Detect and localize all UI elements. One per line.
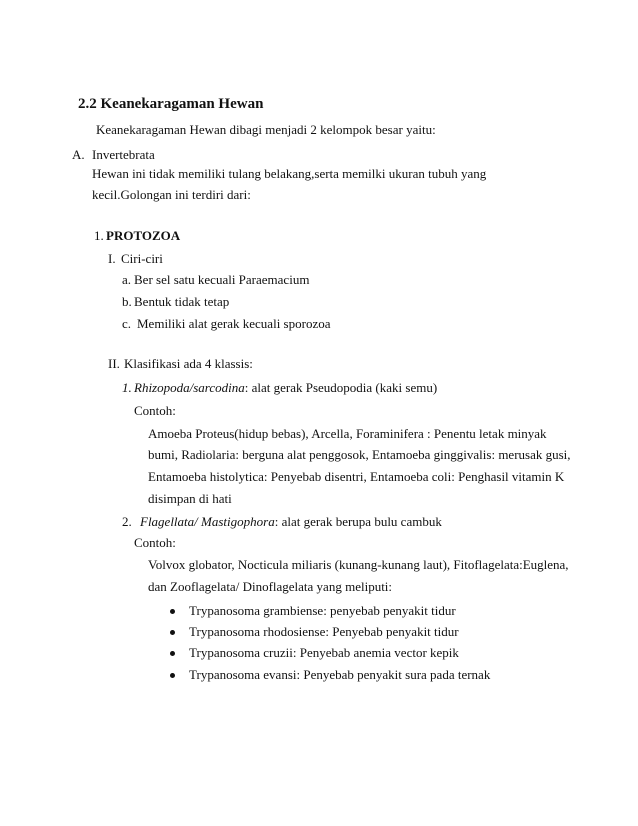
bullet-text: Trypanosoma evansi: Penyebab penyakit sura pada ternak [189,667,491,682]
ciri-item-marker: c. [122,316,132,331]
bullet-icon [170,673,175,678]
intro-text: Keanekaragaman Hewan dibagi menjadi 2 kelompok besar yaitu: [96,122,436,137]
protozoa-marker: 1. [94,228,104,243]
class2-example-line: dan Zooflagelata/ Dinoflagelata yang meliputi: [148,579,393,594]
ciri-item-marker: b. [122,294,132,309]
ciri-item-text: Ber sel satu kecuali Paraemacium [134,272,310,287]
class2-desc: : alat gerak berupa bulu cambuk [274,514,442,529]
ciri-item-marker: a. [122,272,132,287]
class1-heading [134,380,437,396]
class1-marker: 1. [122,380,132,395]
bullet-item [170,624,459,640]
class2-name: Flagellata/ Mastigophora [140,514,275,529]
group-a-desc-line: kecil.Golongan ini terdiri dari: [92,187,251,202]
bullet-item [170,645,459,661]
class2-heading [140,514,442,530]
bullet-icon [170,630,175,635]
bullet-text: Trypanosoma cruzii: Penyebab anemia vector kepik [189,645,459,660]
ciri-item-text: Memiliki alat gerak kecuali sporozoa [137,316,331,331]
bullet-text: Trypanosoma grambiense: penyebab penyakit tidur [189,603,456,618]
group-a-desc-line: Hewan ini tidak memiliki tulang belakang,serta memilki ukuran tubuh yang [92,166,487,181]
class2-contoh-label: Contoh: [134,535,176,550]
group-a-marker: A. [72,147,85,162]
section-title: 2.2 Keanekaragaman Hewan [78,96,264,112]
ciri-title: Ciri-ciri [121,251,163,266]
class1-example-line: Amoeba Proteus(hidup bebas), Arcella, Foraminifera : Penentu letak minyak [148,426,547,441]
ciri-marker: I. [108,251,116,266]
group-a-title: Invertebrata [92,147,155,162]
class1-name: Rhizopoda/sarcodina [134,380,245,395]
class1-example-line: Entamoeba histolytica: Penyebab disentri, Entamoeba coli: Penghasil vitamin K [148,469,565,484]
protozoa-title: PROTOZOA [106,228,181,243]
class1-contoh-label: Contoh: [134,403,176,418]
bullet-item [170,603,456,619]
class1-example-line: disimpan di hati [148,491,232,506]
class1-example-line: bumi, Radiolaria: berguna alat penggosok, Entamoeba ginggivalis: merusak gusi, [148,447,571,462]
bullet-icon [170,609,175,614]
bullet-text: Trypanosoma rhodosiense: Penyebab penyakit tidur [189,624,459,639]
bullet-item [170,667,490,683]
class2-marker: 2. [122,514,132,529]
klasifikasi-title: Klasifikasi ada 4 klassis: [124,356,253,371]
bullet-icon [170,651,175,656]
class1-desc: : alat gerak Pseudopodia (kaki semu) [244,380,438,395]
class2-example-line: Volvox globator, Nocticula miliaris (kunang-kunang laut), Fitoflagelata:Euglena, [148,557,569,572]
klasifikasi-marker: II. [108,356,120,371]
ciri-item-text: Bentuk tidak tetap [134,294,230,309]
